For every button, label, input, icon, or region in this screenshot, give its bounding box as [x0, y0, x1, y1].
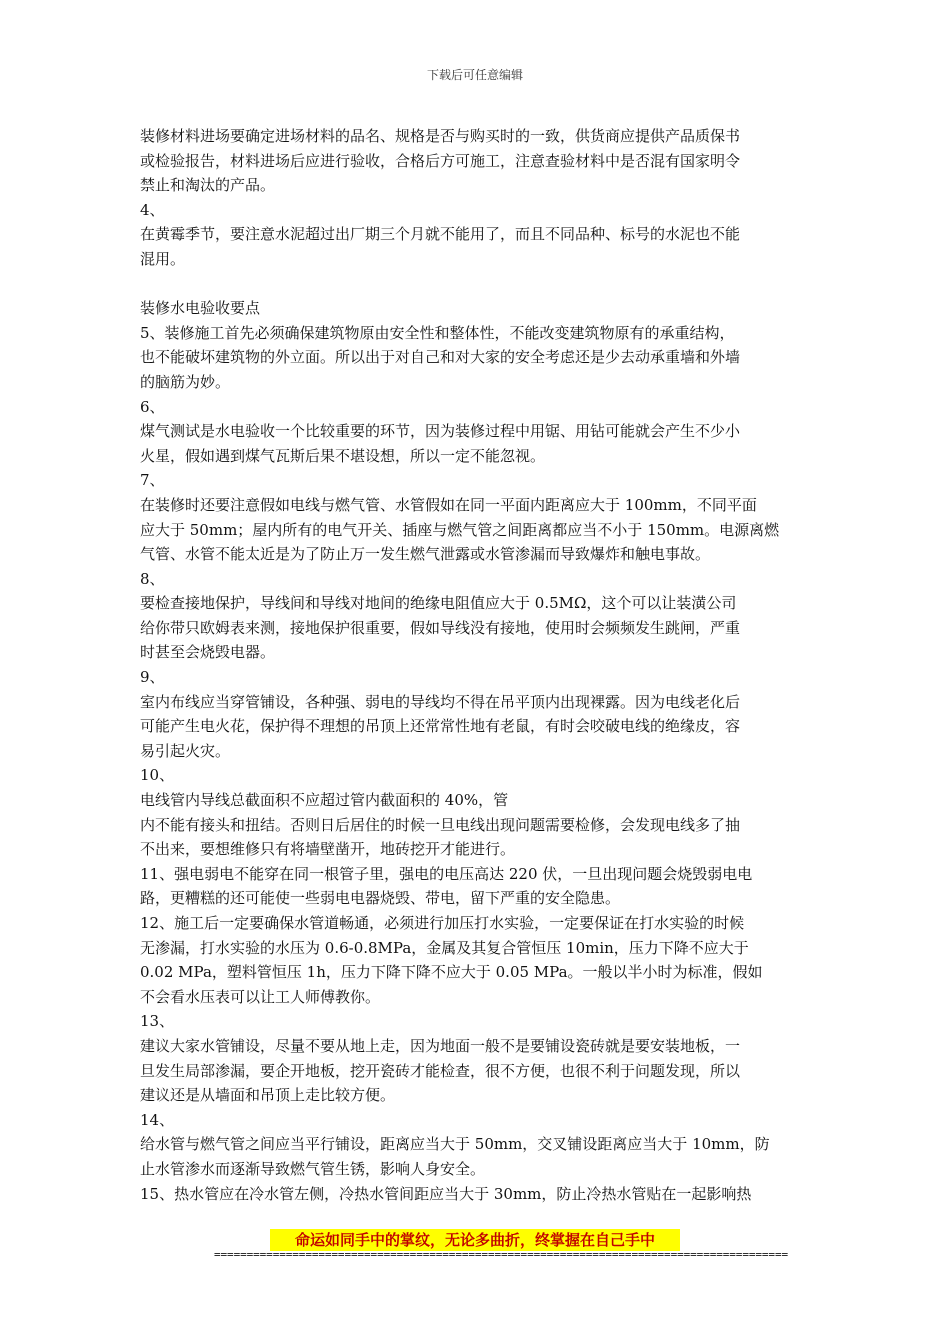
text-line: 给你带只欧姆表来测，接地保护很重要，假如导线没有接地，使用时会频频发生跳闸，严重: [140, 618, 741, 637]
text-line: 火星，假如遇到煤气瓦斯后果不堪设想，所以一定不能忽视。: [140, 446, 546, 465]
text-line: 4、: [140, 200, 165, 219]
text-line: 也不能破坏建筑物的外立面。所以出于对自己和对大家的安全考虑还是少去动承重墙和外墙: [140, 348, 741, 367]
text-line: 不会看水压表可以让工人师傅教你。: [140, 987, 381, 1006]
text-line: 室内布线应当穿管铺设，各种强、弱电的导线均不得在吊平顶内出现裸露。因为电线老化后: [140, 692, 741, 711]
text-line: 应大于 50mm；屋内所有的电气开关、插座与燃气管之间距离都应当不小于 150mm。电源离燃: [140, 520, 780, 539]
text-line: 装修水电验收要点: [140, 299, 261, 318]
text-line: 装修材料进场要确定进场材料的品名、规格是否与购买时的一致，供货商应提供产品质保书: [140, 127, 741, 145]
text-line: 路，更糟糕的还可能使一些弱电电器烧毁、带电，留下严重的安全隐患。: [140, 889, 621, 908]
text-line: 气管、水管不能太近是为了防止万一发生燃气泄露或水管渗漏而导致爆炸和触电事故。: [140, 545, 711, 564]
text-line: 时甚至会烧毁电器。: [140, 643, 276, 662]
text-line: 旦发生局部渗漏，要企开地板，挖开瓷砖才能检查，很不方便，也很不利于问题发现，所以: [140, 1061, 741, 1080]
text-line: 在黄霉季节，要注意水泥超过出厂期三个月就不能用了，而且不同品种、标号的水泥也不能: [140, 225, 741, 244]
text-line: 建议还是从墙面和吊顶上走比较方便。: [140, 1086, 396, 1105]
text-line: 电线管内导线总截面积不应超过管内截面积的 40%，管: [140, 791, 509, 810]
text-line: 无渗漏，打水实验的水压为 0.6-0.8MPa，金属及其复合管恒压 10min，压力下降不应大于: [140, 938, 749, 957]
text-line: 煤气测试是水电验收一个比较重要的环节，因为装修过程中用锯、用钻可能就会产生不少小: [140, 422, 741, 441]
text-line: 9、: [140, 668, 165, 687]
text-line: 13、: [140, 1012, 175, 1031]
text-line: 可能产生电火花，保护得不理想的吊顶上还常常性地有老鼠，有时会咬破电线的绝缘皮，容: [140, 717, 741, 736]
text-line: 11、强电弱电不能穿在同一根管子里，强电的电压高达 220 伏，一旦出现问题会烧毁弱电电: [140, 864, 753, 883]
footer-motto-banner: 命运如同手中的掌纹，无论多曲折，终掌握在自己手中: [270, 1229, 680, 1251]
page-header: 下载后可任意编辑: [426, 68, 523, 82]
text-line: 6、: [140, 397, 165, 416]
text-line: 止水管渗水而逐渐导致燃气管生锈，影响人身安全。: [140, 1159, 486, 1178]
text-line: 10、: [140, 766, 175, 785]
text-line: 易引起火灾。: [140, 741, 231, 760]
text-line: 给水管与燃气管之间应当平行铺设，距离应当大于 50mm，交叉铺设距离应当大于 10mm，防: [140, 1135, 770, 1154]
footer-divider: ========================================================================================: [214, 1248, 788, 1261]
text-line: 8、: [140, 569, 165, 588]
text-line: 建议大家水管铺设，尽量不要从地上走，因为地面一般不是要铺设瓷砖就是要安装地板，一: [140, 1036, 741, 1055]
text-line: 内不能有接头和扭结。否则日后居住的时候一旦电线出现问题需要检修，会发现电线多了抽: [140, 815, 741, 834]
text-line: 12、施工后一定要确保水管道畅通，必须进行加压打水实验，一定要保证在打水实验的时候: [140, 914, 745, 932]
text-line: 15、热水管应在冷水管左侧，冷热水管间距应当大于 30mm，防止冷热水管贴在一起影响热: [140, 1184, 752, 1203]
text-line: 5、装修施工首先必须确保建筑物原由安全性和整体性，不能改变建筑物原有的承重结构，: [140, 323, 735, 342]
text-line: 0.02 MPa，塑料管恒压 1h，压力下降下降不应大于 0.05 MPa。一般以半小时为标准，假如: [140, 963, 763, 982]
text-line: 在装修时还要注意假如电线与燃气管、水管假如在同一平面内距离应大于 100mm，不同平面: [140, 495, 757, 514]
text-line: 14、: [140, 1110, 175, 1129]
text-line: 混用。: [140, 249, 186, 268]
document-body: [140, 124, 812, 1206]
text-line: 7、: [140, 471, 165, 490]
text-line: 要检查接地保护，导线间和导线对地间的绝缘电阻值应大于 0.5MΩ，这个可以让装潢公司: [140, 594, 737, 613]
text-line: 的脑筋为妙。: [140, 372, 231, 391]
text-line: 禁止和淘汰的产品。: [140, 176, 276, 195]
blank-line: [140, 272, 812, 297]
text-line: 不出来，要想维修只有将墙壁凿开，地砖挖开才能进行。: [140, 840, 516, 859]
text-line: 或检验报告，材料进场后应进行验收，合格后方可施工，注意查验材料中是否混有国家明令: [140, 151, 741, 170]
